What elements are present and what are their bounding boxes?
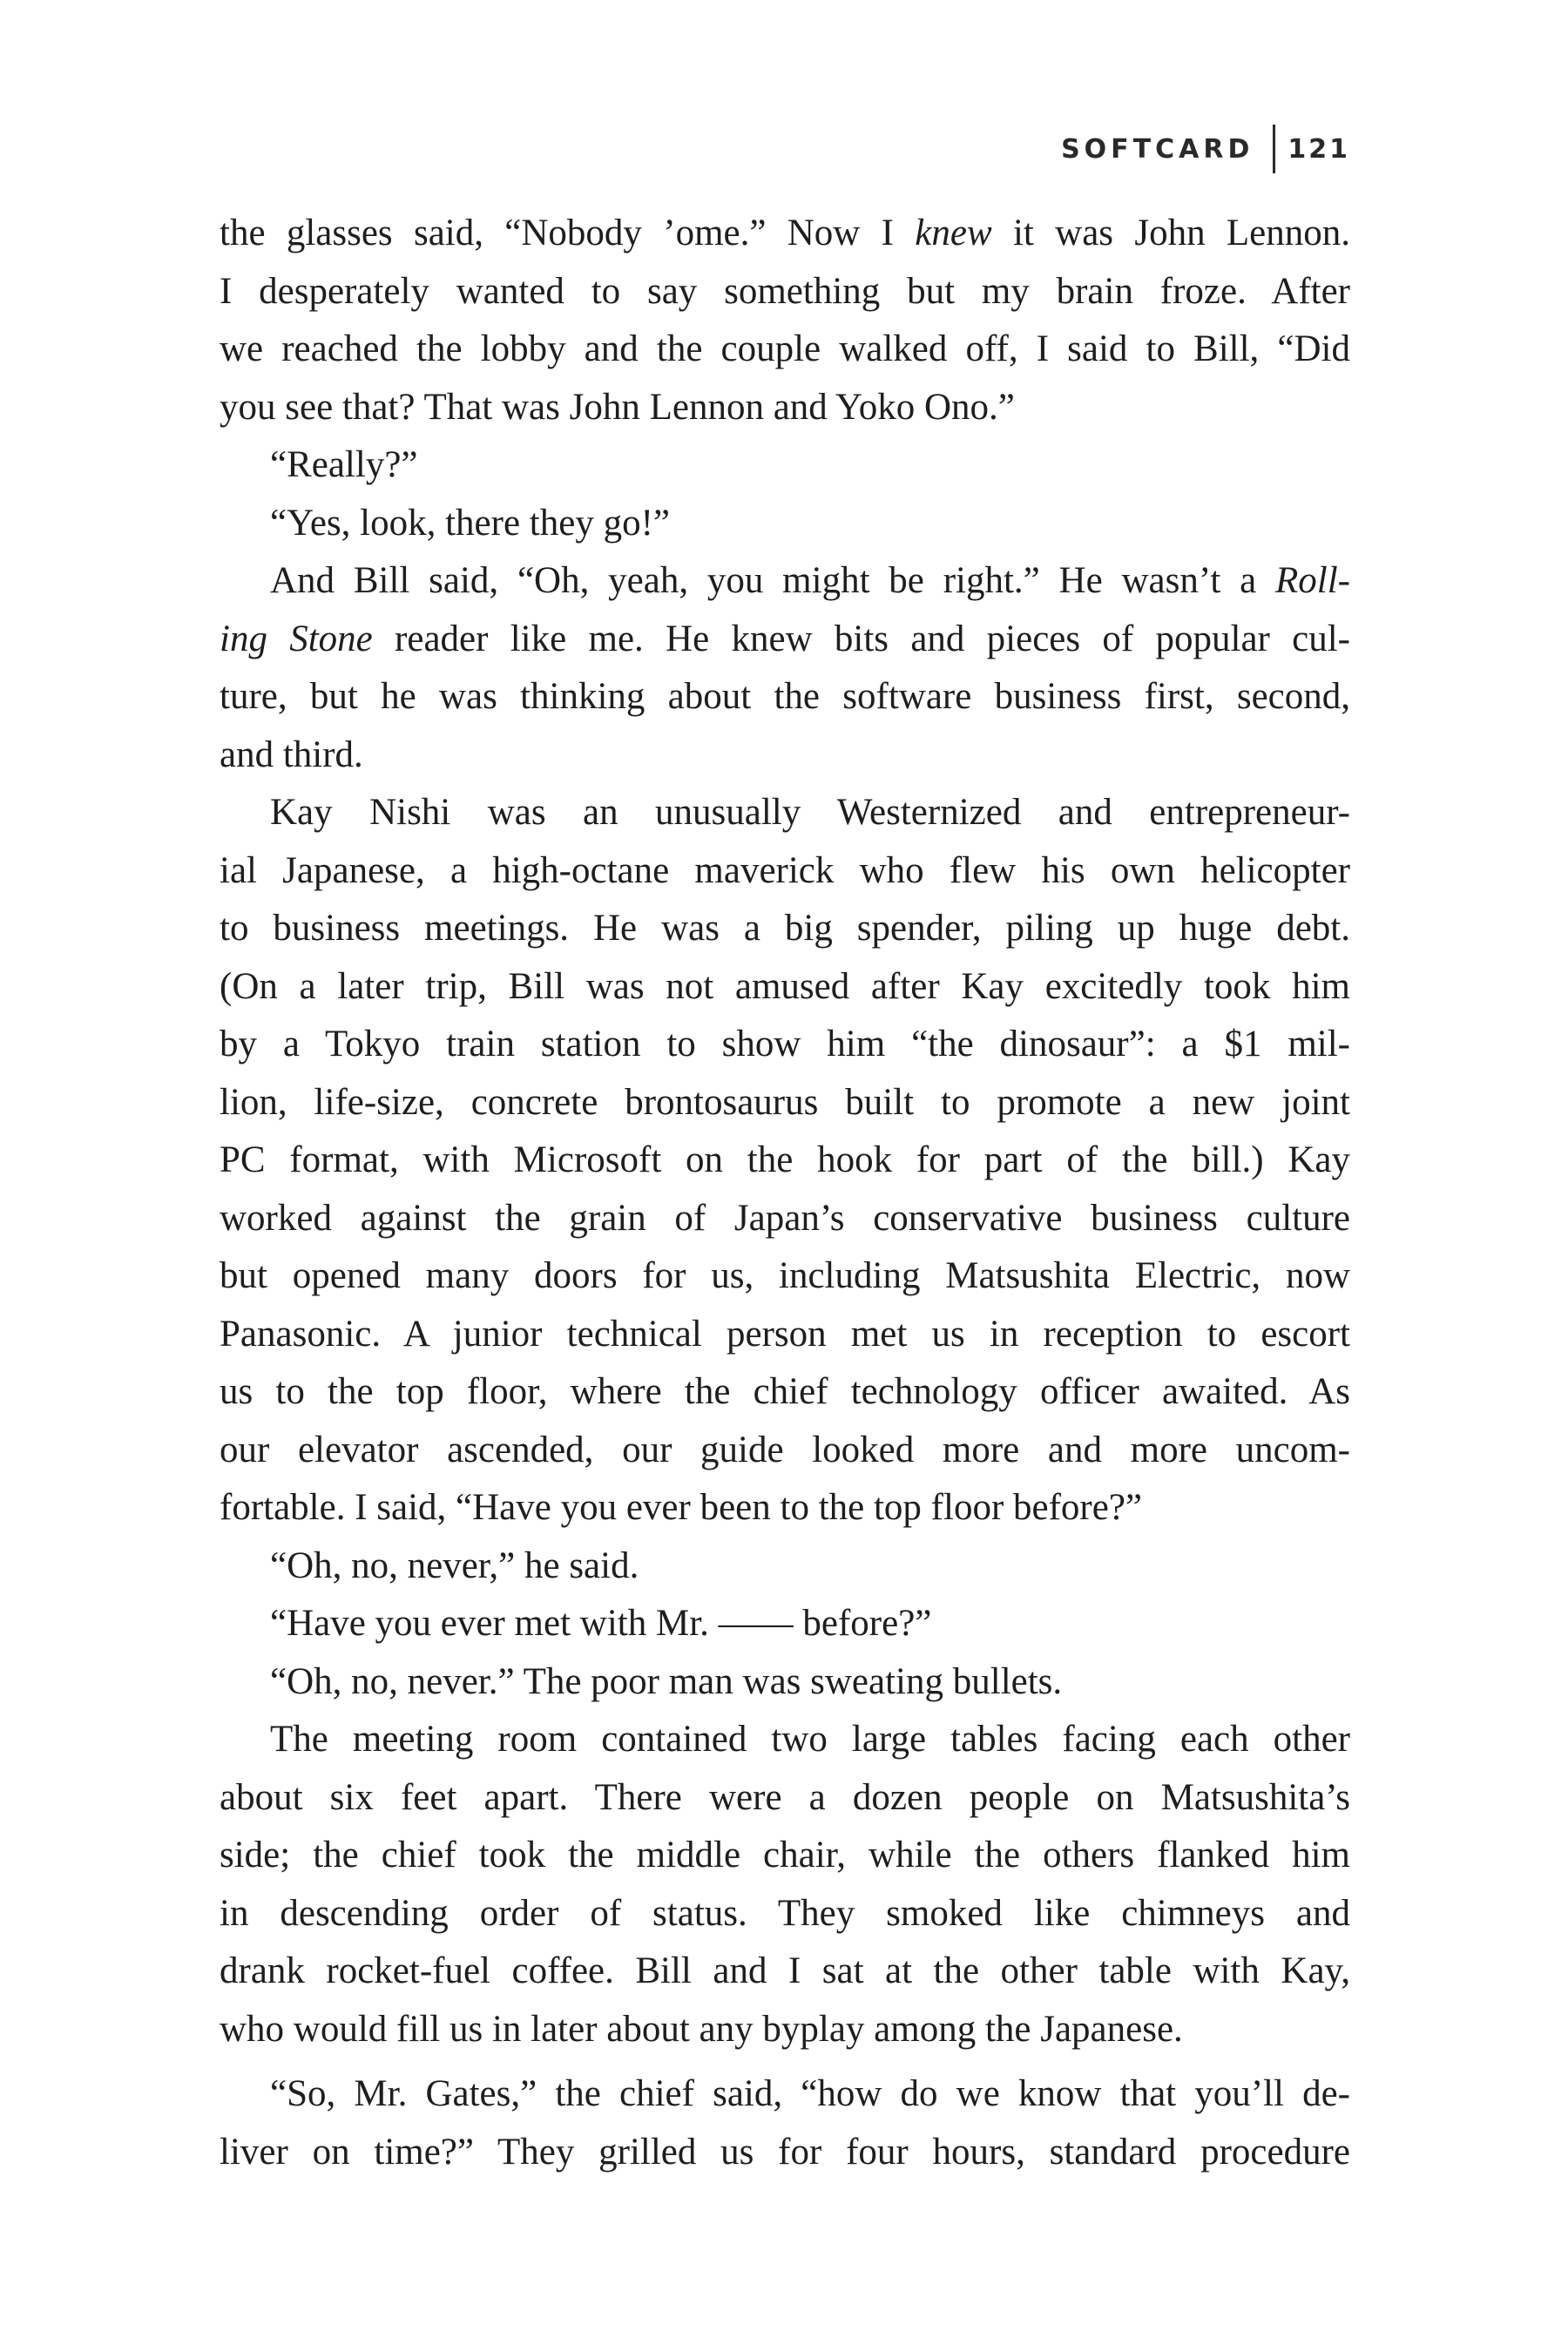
text-line: “Oh, no, never.” The poor man was sweating bullets.	[270, 1660, 1063, 1702]
text-line: drank rocket-fuel coffee. Bill and I sat at the other table with Kay,	[220, 1950, 1350, 1991]
page-number: 121	[1288, 133, 1350, 165]
text-line: us to the top floor, where the chief technology officer awaited. As	[220, 1371, 1350, 1412]
text-line: you see that? That was John Lennon and Yoko Ono.”	[220, 386, 1015, 428]
paragraph-spacer	[220, 2058, 1350, 2065]
emphasis-text: knew	[915, 213, 992, 253]
text-line: Panasonic. A junior technical person met us in reception to escort	[220, 1313, 1350, 1355]
running-head	[1061, 122, 1350, 176]
text-line: “Have you ever met with Mr. —— before?”	[270, 1603, 932, 1644]
text-line: ture, but he was thinking about the software business first, second,	[220, 676, 1350, 717]
text-line: lion, life-size, concrete brontosaurus built to promote a new joint	[220, 1081, 1350, 1123]
body-text	[220, 205, 1350, 2181]
text-line: Kay Nishi was an unusually Westernized and entrepreneur-	[270, 792, 1350, 833]
text-line: And Bill said, “Oh, yeah, you might be right.” He wasn’t a Roll-	[270, 560, 1350, 601]
text-line: in descending order of status. They smoked like chimneys and	[220, 1892, 1350, 1934]
text-line: by a Tokyo train station to show him “the dinosaur”: a $1 mil-	[220, 1024, 1350, 1064]
text-line: worked against the grain of Japan’s conservative business culture	[220, 1197, 1350, 1239]
text-line: ial Japanese, a high-octane maverick who flew his own helicopter	[220, 849, 1350, 891]
text-line: “Oh, no, never,” he said.	[270, 1544, 639, 1586]
emphasis-text: ing Stone	[220, 618, 373, 659]
text-line: fortable. I said, “Have you ever been to the top floor before?”	[220, 1487, 1143, 1528]
text-line: The meeting room contained two large tables facing each other	[270, 1719, 1350, 1760]
text-line: side; the chief took the middle chair, while the others flanked him	[220, 1835, 1350, 1876]
text-line: ing Stone reader like me. He knew bits and pieces of popular cul-	[220, 618, 1350, 659]
text-line: “So, Mr. Gates,” the chief said, “how do we know that you’ll de-	[270, 2073, 1350, 2114]
text-line: I desperately wanted to say something but my brain froze. After	[220, 270, 1350, 312]
emphasis-text: Roll-	[1275, 560, 1350, 601]
text-line: but opened many doors for us, including Matsushita Electric, now	[220, 1255, 1350, 1296]
text-line: PC format, with Microsoft on the hook for part of the bill.) Kay	[220, 1139, 1350, 1180]
text-line: and third.	[220, 733, 363, 775]
text-line: we reached the lobby and the couple walked off, I said to Bill, “Did	[220, 328, 1350, 369]
text-line: the glasses said, “Nobody ’ome.” Now I knew it was John Lennon.	[220, 213, 1350, 253]
text-line: liver on time?” They grilled us for four hours, standard procedure	[220, 2131, 1350, 2173]
text-line: “Yes, look, there they go!”	[270, 502, 670, 544]
text-line: our elevator ascended, our guide looked more and more uncom-	[220, 1429, 1350, 1470]
text-line: (On a later trip, Bill was not amused after Kay excitedly took him	[220, 965, 1350, 1007]
text-line: to business meetings. He was a big spender, piling up huge debt.	[220, 908, 1350, 949]
chapter-title: SOFTCARD	[1061, 133, 1254, 165]
text-line: about six feet apart. There were a dozen people on Matsushita’s	[220, 1776, 1350, 1818]
text-line: who would fill us in later about any byplay among the Japanese.	[220, 2008, 1183, 2050]
text-line: “Really?”	[270, 444, 418, 485]
